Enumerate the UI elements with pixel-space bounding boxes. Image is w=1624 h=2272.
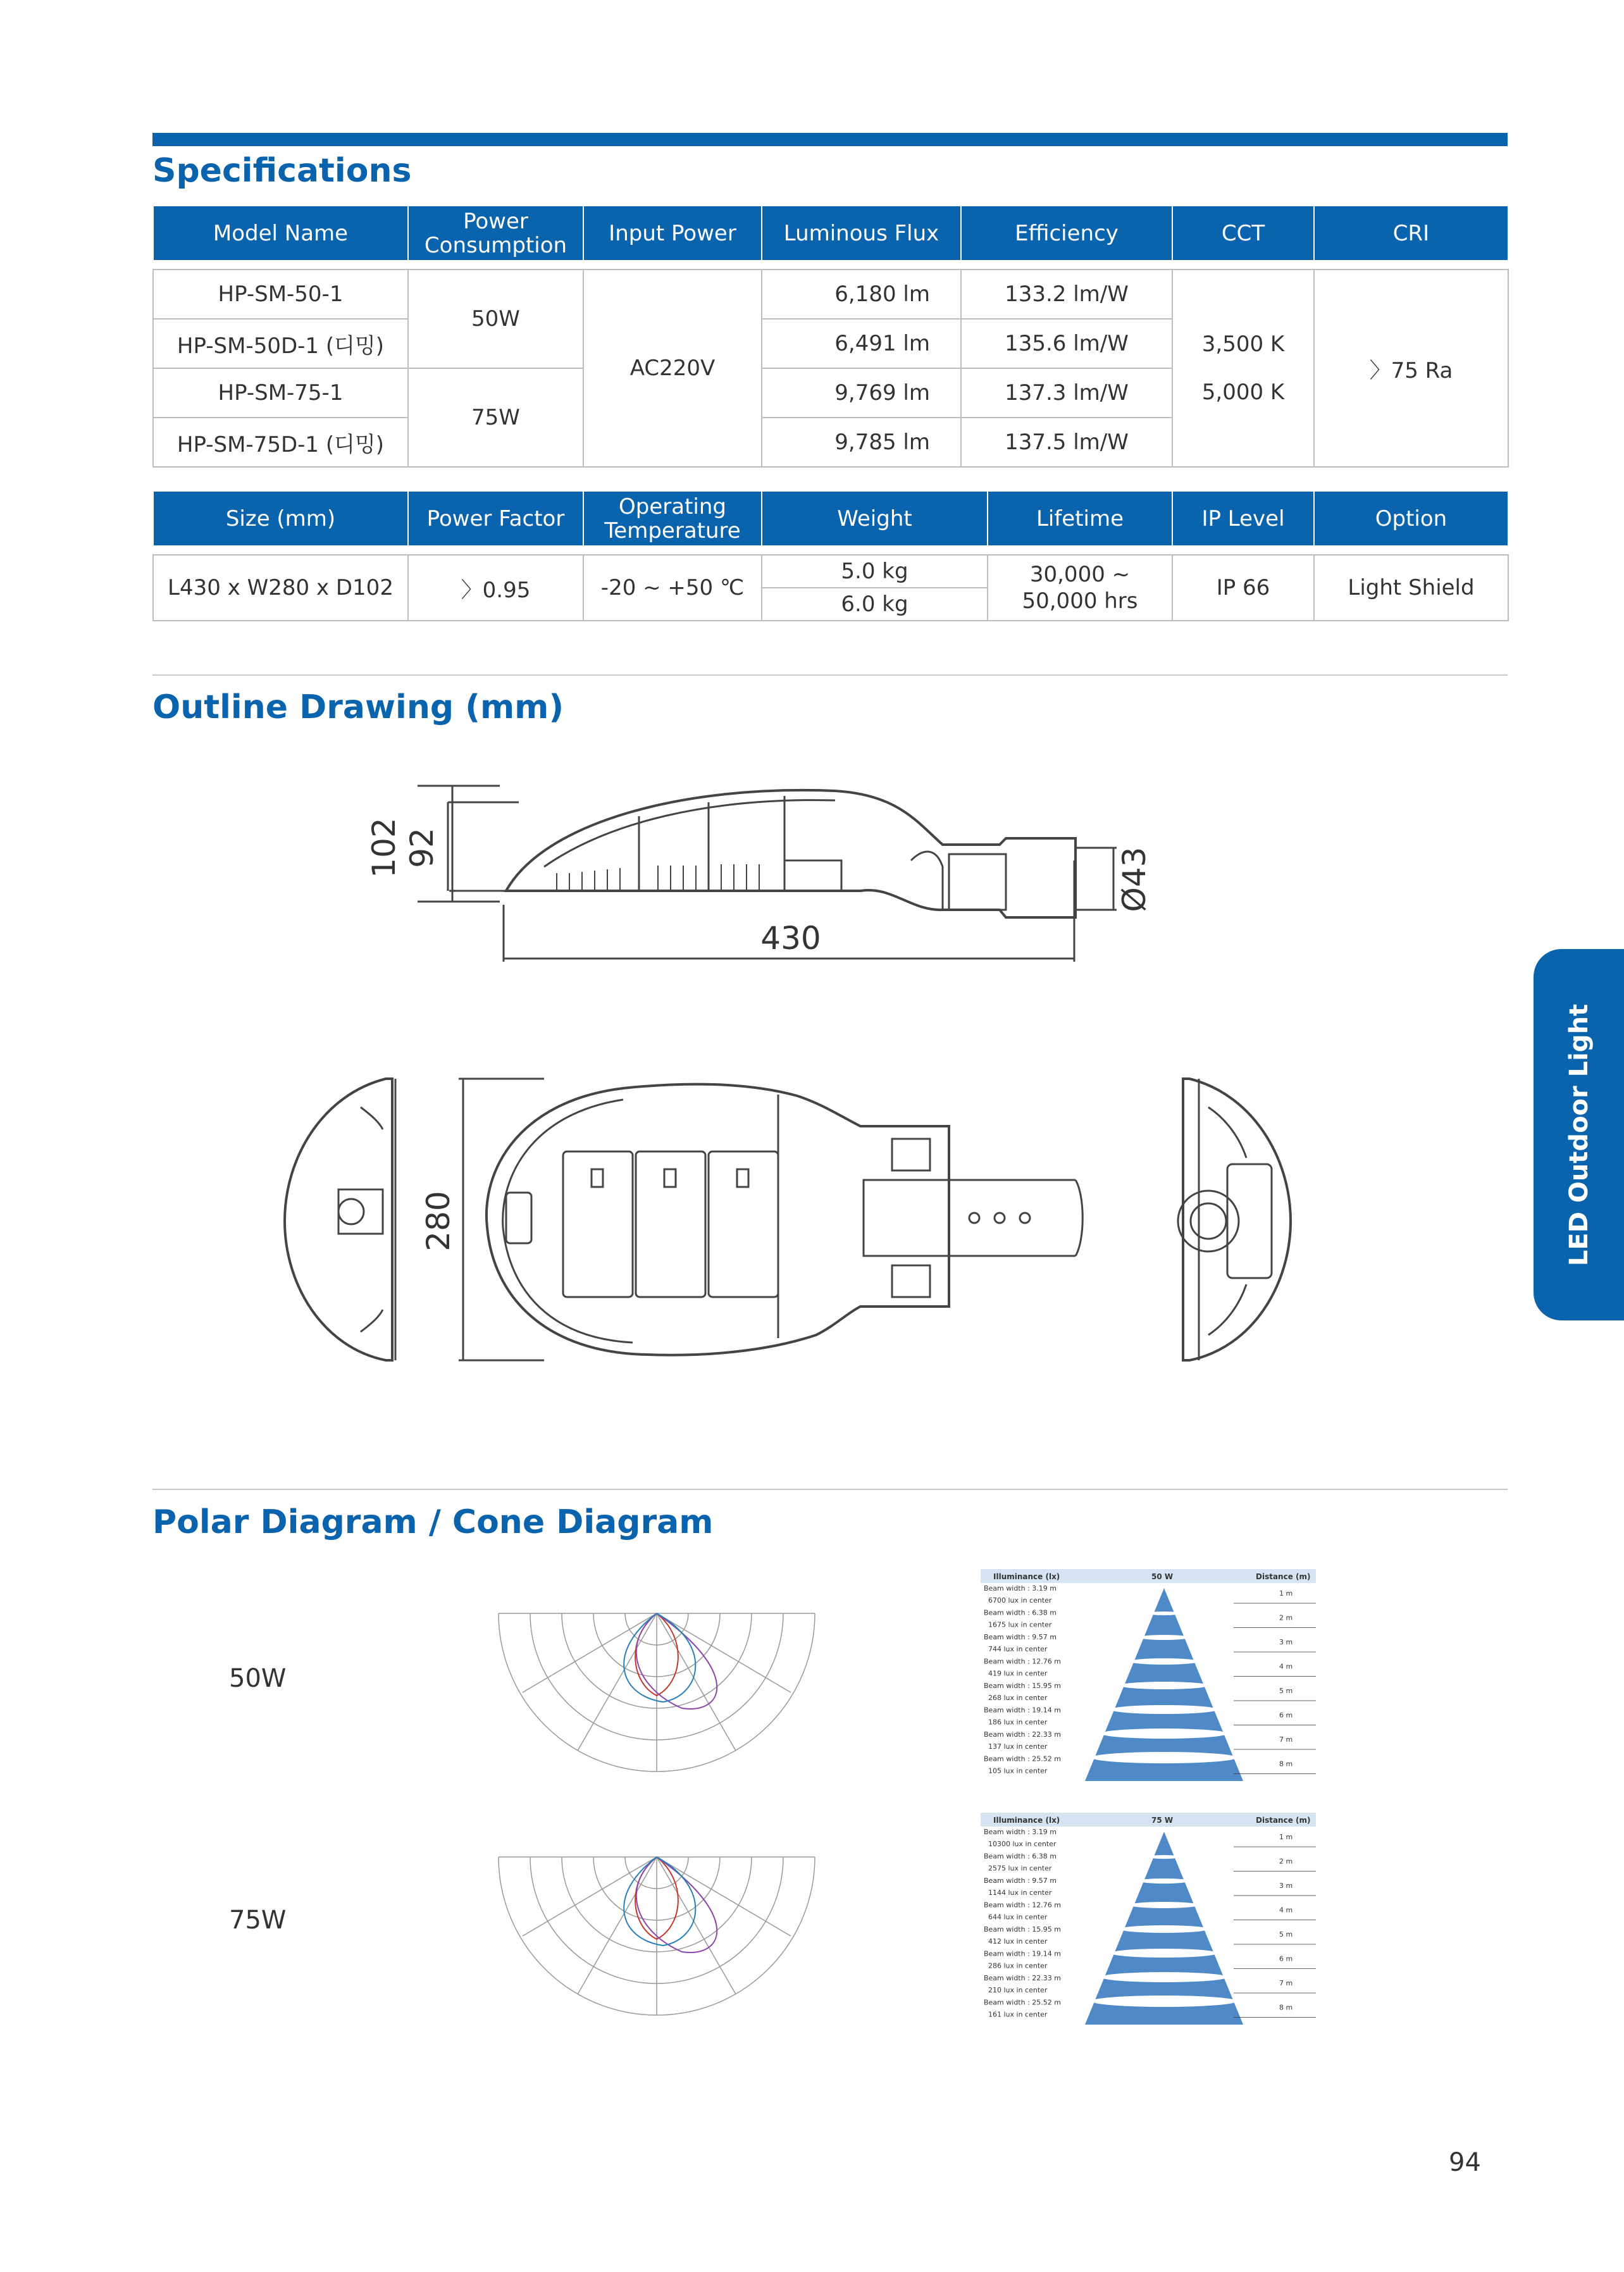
page-number: 94	[1449, 2148, 1481, 2177]
cone-beam-width: Beam width : 9.57 m	[984, 1633, 1057, 1641]
header-ip-level: IP Level	[1172, 492, 1314, 545]
cone-beam-width: Beam width : 9.57 m	[984, 1877, 1057, 1885]
cell-lifetime: 30,000 ~ 50,000 hrs	[988, 555, 1172, 621]
cct-value: 5,000 K	[1201, 380, 1285, 405]
cone-distance: 3 m	[1279, 1882, 1293, 1890]
cell-power-factor: 〉0.95	[408, 555, 583, 621]
cell-weight: 6.0 kg	[762, 588, 988, 621]
cone-distance: 5 m	[1279, 1930, 1293, 1939]
cone-lux-value: 644 lux in center	[988, 1913, 1048, 1921]
header-luminous-flux: Luminous Flux	[762, 206, 961, 260]
cell-power: 75W	[408, 368, 583, 467]
section-title-specifications: Specifications	[152, 152, 412, 190]
cone-beam-width: Beam width : 12.76 m	[984, 1657, 1061, 1666]
cone-header-illuminance: Illuminance (lx)	[993, 1816, 1060, 1825]
cell-weight: 5.0 kg	[762, 555, 988, 588]
header-lifetime: Lifetime	[988, 492, 1172, 545]
cone-beam-width: Beam width : 6.38 m	[984, 1608, 1057, 1617]
header-cri: CRI	[1314, 206, 1508, 260]
cone-distance: 3 m	[1279, 1638, 1293, 1646]
cell-power: 50W	[408, 270, 583, 368]
dim-102: 102	[366, 817, 402, 878]
top-accent-bar	[152, 133, 1508, 146]
cell-flux: 9,769 lm	[762, 368, 961, 418]
header-power-factor: Power Factor	[408, 492, 583, 545]
cone-beam-width: Beam width : 6.38 m	[984, 1852, 1057, 1861]
cone-header-wattage: 75 W	[1151, 1816, 1174, 1825]
header-operating-temperature: Operating Temperature	[583, 492, 762, 545]
cone-beam-width: Beam width : 25.52 m	[984, 1754, 1061, 1763]
cell-flux: 6,180 lm	[762, 270, 961, 319]
cone-lux-value: 268 lux in center	[988, 1694, 1048, 1702]
section-divider	[152, 1489, 1508, 1490]
spec-table	[152, 206, 1509, 468]
cone-beam-width: Beam width : 15.95 m	[984, 1682, 1061, 1690]
dim-92: 92	[404, 828, 440, 868]
cone-distance: 4 m	[1279, 1662, 1293, 1671]
cone-lux-value: 6700 lux in center	[988, 1596, 1052, 1605]
cone-lux-value: 286 lux in center	[988, 1961, 1048, 1970]
cone-distance: 8 m	[1279, 1760, 1293, 1768]
cone-lux-value: 744 lux in center	[988, 1645, 1048, 1653]
cone-lux-value: 186 lux in center	[988, 1718, 1048, 1727]
cone-distance: 5 m	[1279, 1687, 1293, 1695]
section-title-polar: Polar Diagram / Cone Diagram	[152, 1503, 714, 1541]
side-tab-label: LED Outdoor Light	[1564, 1003, 1594, 1266]
cone-distance: 7 m	[1279, 1735, 1293, 1744]
cell-efficiency: 137.3 lm/W	[961, 368, 1172, 418]
cone-lux-value: 105 lux in center	[988, 1766, 1048, 1775]
cone-beam-width: Beam width : 12.76 m	[984, 1901, 1061, 1909]
header-option: Option	[1314, 492, 1508, 545]
cell-model: HP-SM-50-1	[153, 270, 408, 319]
cone-lux-value: 1675 lux in center	[988, 1620, 1052, 1629]
table-row	[153, 270, 1508, 319]
cone-beam-width: Beam width : 3.19 m	[984, 1584, 1057, 1592]
cell-option: Light Shield	[1314, 555, 1508, 621]
section-divider	[152, 674, 1508, 676]
cone-lux-value: 161 lux in center	[988, 2010, 1048, 2019]
side-view-drawing	[354, 772, 1227, 987]
wattage-label-75w: 75W	[229, 1906, 287, 1935]
cone-header-illuminance: Illuminance (lx)	[993, 1572, 1060, 1581]
dim-430: 430	[760, 920, 821, 957]
cone-distance: 2 m	[1279, 1613, 1293, 1622]
category-side-tab	[1534, 949, 1624, 1320]
cone-lux-value: 10300 lux in center	[988, 1840, 1057, 1848]
cell-cri: 〉75 Ra	[1314, 270, 1508, 467]
cone-lux-value: 412 lux in center	[988, 1937, 1048, 1946]
header-model-name: Model Name	[153, 206, 408, 260]
polar-diagram-50w	[473, 1601, 840, 1791]
cone-beam-width: Beam width : 25.52 m	[984, 1998, 1061, 2007]
polar-diagram-75w	[473, 1844, 840, 2034]
cell-efficiency: 133.2 lm/W	[961, 270, 1172, 319]
cone-beam-width: Beam width : 19.14 m	[984, 1949, 1061, 1958]
cone-lux-value: 419 lux in center	[988, 1669, 1048, 1678]
cone-lux-value: 2575 lux in center	[988, 1864, 1052, 1873]
dim-280: 280	[420, 1191, 457, 1251]
cell-input-power: AC220V	[583, 270, 762, 467]
cone-lux-value: 1144 lux in center	[988, 1889, 1052, 1897]
cone-beam-width: Beam width : 22.33 m	[984, 1974, 1061, 1982]
wattage-label-50w: 50W	[229, 1664, 287, 1693]
cone-header-distance: Distance (m)	[1256, 1572, 1311, 1581]
dim-43: Ø43	[1116, 847, 1153, 912]
header-power-consumption: Power Consumption	[408, 206, 583, 260]
cone-distance: 8 m	[1279, 2003, 1293, 2012]
cell-efficiency: 135.6 lm/W	[961, 319, 1172, 368]
cell-model: HP-SM-75D-1 (디밍)	[153, 418, 408, 467]
top-view-drawing	[278, 1069, 1303, 1373]
cone-distance: 4 m	[1279, 1906, 1293, 1915]
header-weight: Weight	[762, 492, 988, 545]
cell-flux: 6,491 lm	[762, 319, 961, 368]
cone-distance: 6 m	[1279, 1954, 1293, 1963]
cct-value: 3,500 K	[1201, 332, 1285, 357]
cone-distance: 2 m	[1279, 1857, 1293, 1866]
section-title-outline: Outline Drawing (mm)	[152, 688, 564, 726]
cone-lux-value: 210 lux in center	[988, 1986, 1048, 1994]
cell-model: HP-SM-75-1	[153, 368, 408, 418]
header-cct: CCT	[1172, 206, 1314, 260]
cone-beam-width: Beam width : 19.14 m	[984, 1706, 1061, 1715]
spec-table-2	[152, 492, 1509, 621]
cone-lux-value: 137 lux in center	[988, 1742, 1048, 1751]
cell-model: HP-SM-50D-1 (디밍)	[153, 319, 408, 368]
cone-diagram-75w	[981, 1813, 1316, 2028]
cell-temperature: -20 ~ +50 ℃	[583, 555, 762, 621]
table-row	[153, 555, 1508, 588]
cone-diagram-50w	[981, 1569, 1316, 1784]
cone-distance: 1 m	[1279, 1589, 1293, 1598]
cell-cct	[1172, 270, 1314, 467]
cone-beam-width: Beam width : 15.95 m	[984, 1925, 1061, 1934]
cell-efficiency: 137.5 lm/W	[961, 418, 1172, 467]
cone-beam-width: Beam width : 3.19 m	[984, 1828, 1057, 1836]
cone-distance: 7 m	[1279, 1979, 1293, 1987]
cell-ip-level: IP 66	[1172, 555, 1314, 621]
cone-header-distance: Distance (m)	[1256, 1816, 1311, 1825]
cell-size: L430 x W280 x D102	[153, 555, 408, 621]
header-input-power: Input Power	[583, 206, 762, 260]
cone-header-wattage: 50 W	[1151, 1572, 1174, 1581]
cone-distance: 1 m	[1279, 1833, 1293, 1841]
cell-flux: 9,785 lm	[762, 418, 961, 467]
cone-beam-width: Beam width : 22.33 m	[984, 1730, 1061, 1739]
cone-distance: 6 m	[1279, 1711, 1293, 1720]
header-size: Size (mm)	[153, 492, 408, 545]
header-efficiency: Efficiency	[961, 206, 1172, 260]
